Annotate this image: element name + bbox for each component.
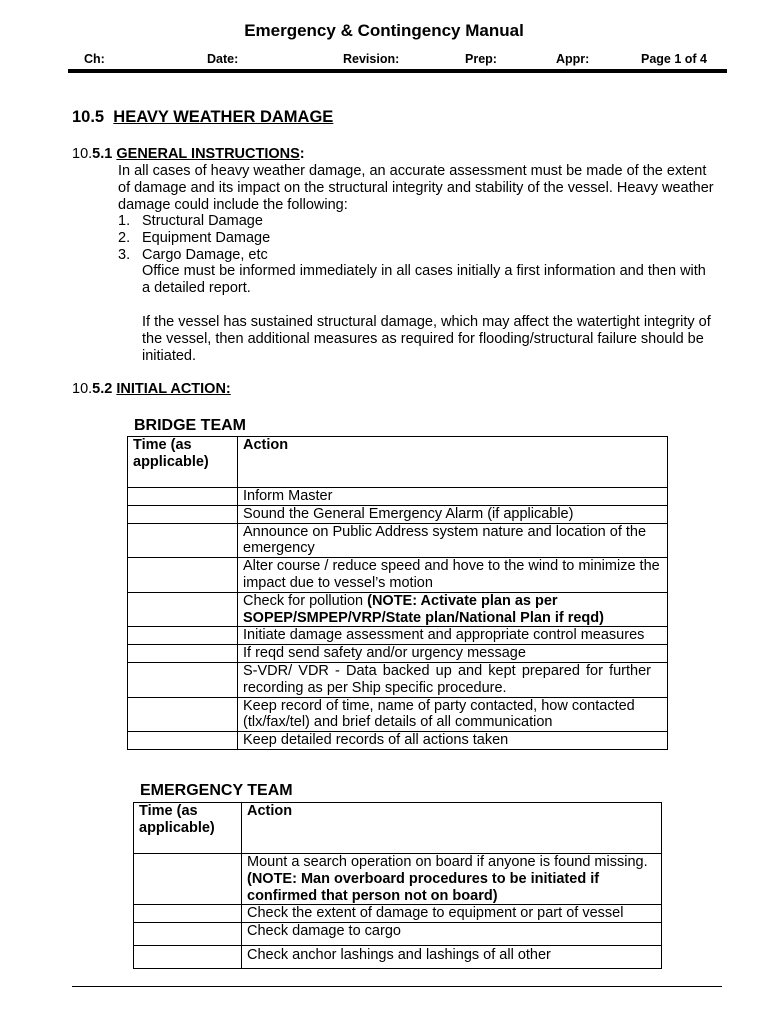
general-instructions-heading: 10.5.1 GENERAL INSTRUCTIONS:: [72, 146, 305, 162]
emergency-team-title: EMERGENCY TEAM: [140, 782, 293, 799]
list-item: 2. Equipment Damage: [118, 229, 271, 246]
table-row: Check anchor lashings and lashings of all other: [134, 946, 662, 969]
pollution-note: (NOTE: Activate plan as per SOPEP/SMPEP/VRP/State plan/National Plan if reqd): [243, 592, 604, 626]
header-date-label: Date:: [207, 52, 239, 66]
time-column-header: Time (as applicable): [128, 437, 238, 488]
table-row: Check the extent of damage to equipment or part of vessel: [134, 905, 662, 923]
time-column-header: Time (as applicable): [134, 803, 242, 854]
table-row: Announce on Public Address system nature and location of the emergency: [128, 523, 668, 558]
office-note-paragraph: Office must be informed immediately in all cases initially a first information and then with a detailed report.: [142, 263, 706, 296]
section-title: HEAVY WEATHER DAMAGE: [113, 108, 334, 126]
list-item: 1. Structural Damage: [118, 213, 263, 229]
bridge-team-table: [127, 436, 668, 750]
emergency-team-table: [133, 802, 662, 969]
bridge-team-title: BRIDGE TEAM: [134, 417, 246, 434]
table-row: Keep detailed records of all actions taken: [128, 732, 668, 750]
table-row: Initiate damage assessment and appropriate control measures: [128, 627, 668, 645]
initial-action-title: INITIAL ACTION:: [116, 381, 231, 397]
table-row: Sound the General Emergency Alarm (if applicable): [128, 505, 668, 523]
table-header-row: [128, 437, 668, 488]
header-prep-label: Prep:: [465, 52, 497, 66]
damage-list: [118, 213, 270, 263]
initial-action-heading: 10.5.2 INITIAL ACTION:: [72, 381, 231, 397]
section-number: 10.5: [72, 108, 105, 126]
header-appr-label: Appr:: [556, 52, 590, 66]
general-instructions-title: GENERAL INSTRUCTIONS: [116, 146, 300, 162]
action-column-header: Action: [242, 803, 662, 854]
document-title: Emergency & Contingency Manual: [244, 21, 524, 40]
section-heading: [72, 108, 333, 127]
table-row: Inform Master: [128, 488, 668, 506]
list-item: 3. Cargo Damage, etc: [118, 246, 268, 263]
structural-note-paragraph: If the vessel has sustained structural damage, which may affect the watertight integrity of the vessel, then additional measures as required for flooding/structural failure should be initiated.: [142, 314, 711, 364]
man-overboard-note: (NOTE: Man overboard procedures to be initiated if confirmed that person not on board): [247, 870, 600, 904]
header-chapter-label: Ch:: [84, 52, 105, 66]
header-revision-label: Revision:: [343, 52, 400, 66]
general-intro-paragraph: In all cases of heavy weather damage, an accurate assessment must be made of the extent of damage and its impact on the structural integrity and stability of the vessel. Heavy weather damage could include the following:: [118, 163, 714, 213]
action-column-header: Action: [238, 437, 668, 488]
table-row: S-VDR/ VDR - Data backed up and kept prepared for further recording as per Ship specific procedure.: [128, 662, 668, 697]
header-divider: [68, 69, 727, 73]
table-row: Check damage to cargo: [134, 923, 662, 946]
footer-divider: [72, 986, 722, 987]
table-row: Keep record of time, name of party contacted, how contacted (tlx/fax/tel) and brief details of all communication: [128, 697, 668, 732]
header-page-number: Page 1 of 4: [641, 52, 707, 66]
table-row: Check for pollution (NOTE: Activate plan as per SOPEP/SMPEP/VRP/State plan/National Plan if reqd): [128, 592, 668, 627]
table-row: Alter course / reduce speed and hove to the wind to minimize the impact due to vessel’s motion: [128, 558, 668, 593]
table-header-row: [134, 803, 662, 854]
table-row: If reqd send safety and/or urgency message: [128, 645, 668, 663]
table-row: Mount a search operation on board if anyone is found missing. (NOTE: Man overboard procedures to be initiated if confirmed that person not on board): [134, 854, 662, 905]
